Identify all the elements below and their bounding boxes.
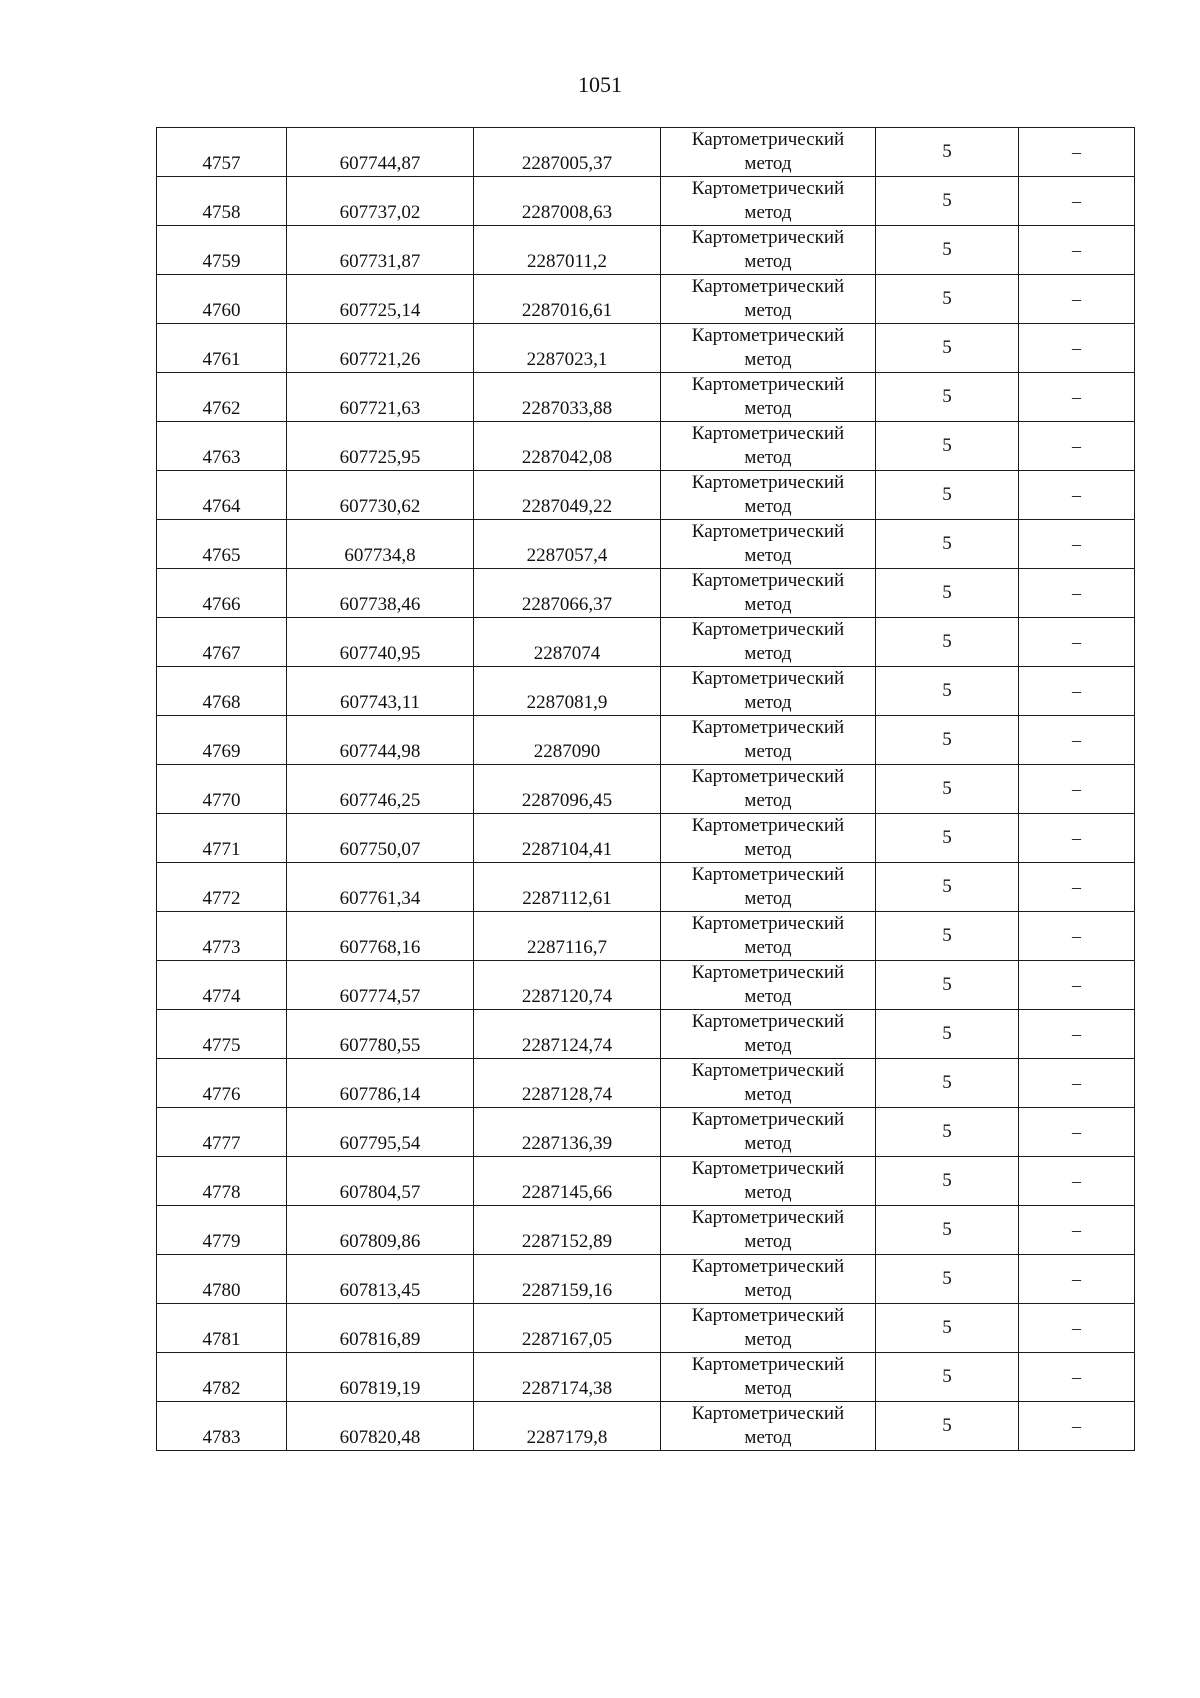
table-row xyxy=(157,1108,1135,1157)
note-cell: – xyxy=(1019,569,1135,618)
method-cell xyxy=(661,1353,876,1402)
y-coordinate-cell: 2287174,38 xyxy=(474,1353,661,1402)
method-line: метод xyxy=(744,545,792,566)
method-line: метод xyxy=(744,1035,792,1056)
method-cell xyxy=(661,324,876,373)
method-line: Картометрический xyxy=(691,619,845,640)
method-line: метод xyxy=(744,447,792,468)
method-cell xyxy=(661,520,876,569)
method-line: Картометрический xyxy=(691,1403,845,1424)
y-coordinate-cell: 2287049,22 xyxy=(474,471,661,520)
method-line: Картометрический xyxy=(691,1011,845,1032)
note-cell: – xyxy=(1019,1353,1135,1402)
note-cell: – xyxy=(1019,618,1135,667)
note-cell: – xyxy=(1019,177,1135,226)
y-coordinate-cell: 2287011,2 xyxy=(474,226,661,275)
accuracy-cell: 5 xyxy=(876,128,1019,177)
accuracy-cell: 5 xyxy=(876,1059,1019,1108)
method-line: Картометрический xyxy=(691,521,845,542)
accuracy-cell: 5 xyxy=(876,177,1019,226)
y-coordinate-cell: 2287128,74 xyxy=(474,1059,661,1108)
table-row xyxy=(157,814,1135,863)
method-line: Картометрический xyxy=(691,815,845,836)
method-cell xyxy=(661,667,876,716)
method-line: метод xyxy=(744,741,792,762)
method-cell xyxy=(661,814,876,863)
method-cell xyxy=(661,128,876,177)
page-number: 1051 xyxy=(578,72,622,97)
method-line: Картометрический xyxy=(691,227,845,248)
method-line: метод xyxy=(744,1084,792,1105)
point-number-cell: 4761 xyxy=(157,324,287,373)
table-row xyxy=(157,1206,1135,1255)
y-coordinate-cell: 2287112,61 xyxy=(474,863,661,912)
x-coordinate-cell: 607721,63 xyxy=(287,373,474,422)
method-line: Картометрический xyxy=(691,129,845,150)
x-coordinate-cell: 607768,16 xyxy=(287,912,474,961)
table-row xyxy=(157,177,1135,226)
point-number-cell: 4766 xyxy=(157,569,287,618)
method-cell xyxy=(661,863,876,912)
method-line: метод xyxy=(744,692,792,713)
point-number-cell: 4778 xyxy=(157,1157,287,1206)
point-number-cell: 4776 xyxy=(157,1059,287,1108)
table-row xyxy=(157,765,1135,814)
method-line: метод xyxy=(744,1427,792,1448)
method-line: метод xyxy=(744,153,792,174)
note-cell: – xyxy=(1019,520,1135,569)
x-coordinate-cell: 607738,46 xyxy=(287,569,474,618)
point-number-cell: 4780 xyxy=(157,1255,287,1304)
accuracy-cell: 5 xyxy=(876,1255,1019,1304)
table-row xyxy=(157,716,1135,765)
method-line: Картометрический xyxy=(691,1256,845,1277)
note-cell: – xyxy=(1019,716,1135,765)
method-line: Картометрический xyxy=(691,423,845,444)
method-line: метод xyxy=(744,790,792,811)
point-number-cell: 4757 xyxy=(157,128,287,177)
table-row xyxy=(157,912,1135,961)
method-line: метод xyxy=(744,888,792,909)
x-coordinate-cell: 607746,25 xyxy=(287,765,474,814)
note-cell: – xyxy=(1019,814,1135,863)
method-line: Картометрический xyxy=(691,276,845,297)
x-coordinate-cell: 607730,62 xyxy=(287,471,474,520)
table-row xyxy=(157,863,1135,912)
note-cell: – xyxy=(1019,226,1135,275)
method-cell xyxy=(661,618,876,667)
x-coordinate-cell: 607786,14 xyxy=(287,1059,474,1108)
x-coordinate-cell: 607737,02 xyxy=(287,177,474,226)
accuracy-cell: 5 xyxy=(876,324,1019,373)
point-number-cell: 4770 xyxy=(157,765,287,814)
accuracy-cell: 5 xyxy=(876,863,1019,912)
method-line: метод xyxy=(744,202,792,223)
method-line: метод xyxy=(744,300,792,321)
y-coordinate-cell: 2287023,1 xyxy=(474,324,661,373)
table-row xyxy=(157,324,1135,373)
method-line: Картометрический xyxy=(691,717,845,738)
method-line: метод xyxy=(744,594,792,615)
table-row xyxy=(157,1255,1135,1304)
note-cell: – xyxy=(1019,765,1135,814)
table-row xyxy=(157,226,1135,275)
method-line: Картометрический xyxy=(691,1305,845,1326)
table-row xyxy=(157,1304,1135,1353)
note-cell: – xyxy=(1019,422,1135,471)
note-cell: – xyxy=(1019,1157,1135,1206)
table-row xyxy=(157,1157,1135,1206)
accuracy-cell: 5 xyxy=(876,520,1019,569)
method-line: Картометрический xyxy=(691,766,845,787)
accuracy-cell: 5 xyxy=(876,1010,1019,1059)
note-cell: – xyxy=(1019,1304,1135,1353)
x-coordinate-cell: 607780,55 xyxy=(287,1010,474,1059)
point-number-cell: 4769 xyxy=(157,716,287,765)
x-coordinate-cell: 607816,89 xyxy=(287,1304,474,1353)
accuracy-cell: 5 xyxy=(876,1304,1019,1353)
y-coordinate-cell: 2287005,37 xyxy=(474,128,661,177)
accuracy-cell: 5 xyxy=(876,1402,1019,1451)
method-line: метод xyxy=(744,349,792,370)
x-coordinate-cell: 607721,26 xyxy=(287,324,474,373)
accuracy-cell: 5 xyxy=(876,275,1019,324)
accuracy-cell: 5 xyxy=(876,1206,1019,1255)
accuracy-cell: 5 xyxy=(876,618,1019,667)
table-row xyxy=(157,275,1135,324)
method-line: Картометрический xyxy=(691,1158,845,1179)
note-cell: – xyxy=(1019,1010,1135,1059)
y-coordinate-cell: 2287016,61 xyxy=(474,275,661,324)
note-cell: – xyxy=(1019,863,1135,912)
point-number-cell: 4765 xyxy=(157,520,287,569)
point-number-cell: 4773 xyxy=(157,912,287,961)
y-coordinate-cell: 2287096,45 xyxy=(474,765,661,814)
table-row xyxy=(157,520,1135,569)
y-coordinate-cell: 2287120,74 xyxy=(474,961,661,1010)
method-line: Картометрический xyxy=(691,472,845,493)
table-row xyxy=(157,128,1135,177)
method-line: метод xyxy=(744,986,792,1007)
y-coordinate-cell: 2287104,41 xyxy=(474,814,661,863)
method-cell xyxy=(661,716,876,765)
table-row xyxy=(157,569,1135,618)
point-number-cell: 4772 xyxy=(157,863,287,912)
table-row xyxy=(157,1402,1135,1451)
accuracy-cell: 5 xyxy=(876,912,1019,961)
point-number-cell: 4777 xyxy=(157,1108,287,1157)
point-number-cell: 4767 xyxy=(157,618,287,667)
method-line: Картометрический xyxy=(691,864,845,885)
table-row xyxy=(157,961,1135,1010)
note-cell: – xyxy=(1019,128,1135,177)
method-line: Картометрический xyxy=(691,374,845,395)
y-coordinate-cell: 2287090 xyxy=(474,716,661,765)
note-cell: – xyxy=(1019,471,1135,520)
accuracy-cell: 5 xyxy=(876,569,1019,618)
point-number-cell: 4771 xyxy=(157,814,287,863)
method-cell xyxy=(661,569,876,618)
method-cell xyxy=(661,471,876,520)
note-cell: – xyxy=(1019,1402,1135,1451)
method-cell xyxy=(661,177,876,226)
y-coordinate-cell: 2287116,7 xyxy=(474,912,661,961)
point-number-cell: 4762 xyxy=(157,373,287,422)
x-coordinate-cell: 607774,57 xyxy=(287,961,474,1010)
method-cell xyxy=(661,1255,876,1304)
accuracy-cell: 5 xyxy=(876,814,1019,863)
table-row xyxy=(157,667,1135,716)
note-cell: – xyxy=(1019,1206,1135,1255)
point-number-cell: 4775 xyxy=(157,1010,287,1059)
method-cell xyxy=(661,765,876,814)
method-cell xyxy=(661,1304,876,1353)
method-line: метод xyxy=(744,1329,792,1350)
method-cell xyxy=(661,275,876,324)
point-number-cell: 4759 xyxy=(157,226,287,275)
note-cell: – xyxy=(1019,275,1135,324)
accuracy-cell: 5 xyxy=(876,373,1019,422)
table-row xyxy=(157,471,1135,520)
x-coordinate-cell: 607813,45 xyxy=(287,1255,474,1304)
y-coordinate-cell: 2287066,37 xyxy=(474,569,661,618)
y-coordinate-cell: 2287081,9 xyxy=(474,667,661,716)
x-coordinate-cell: 607744,98 xyxy=(287,716,474,765)
table-row xyxy=(157,422,1135,471)
y-coordinate-cell: 2287042,08 xyxy=(474,422,661,471)
method-cell xyxy=(661,1206,876,1255)
x-coordinate-cell: 607725,14 xyxy=(287,275,474,324)
x-coordinate-cell: 607740,95 xyxy=(287,618,474,667)
point-number-cell: 4779 xyxy=(157,1206,287,1255)
x-coordinate-cell: 607743,11 xyxy=(287,667,474,716)
method-cell xyxy=(661,422,876,471)
accuracy-cell: 5 xyxy=(876,667,1019,716)
point-number-cell: 4763 xyxy=(157,422,287,471)
table-row xyxy=(157,1353,1135,1402)
y-coordinate-cell: 2287145,66 xyxy=(474,1157,661,1206)
accuracy-cell: 5 xyxy=(876,1108,1019,1157)
method-cell xyxy=(661,1108,876,1157)
table-row xyxy=(157,618,1135,667)
note-cell: – xyxy=(1019,1255,1135,1304)
method-cell xyxy=(661,1157,876,1206)
x-coordinate-cell: 607820,48 xyxy=(287,1402,474,1451)
method-line: Картометрический xyxy=(691,962,845,983)
point-number-cell: 4758 xyxy=(157,177,287,226)
x-coordinate-cell: 607819,19 xyxy=(287,1353,474,1402)
method-line: метод xyxy=(744,937,792,958)
y-coordinate-cell: 2287033,88 xyxy=(474,373,661,422)
accuracy-cell: 5 xyxy=(876,765,1019,814)
accuracy-cell: 5 xyxy=(876,1353,1019,1402)
y-coordinate-cell: 2287152,89 xyxy=(474,1206,661,1255)
point-number-cell: 4783 xyxy=(157,1402,287,1451)
method-cell xyxy=(661,1010,876,1059)
method-line: метод xyxy=(744,1133,792,1154)
x-coordinate-cell: 607750,07 xyxy=(287,814,474,863)
method-cell xyxy=(661,373,876,422)
x-coordinate-cell: 607804,57 xyxy=(287,1157,474,1206)
y-coordinate-cell: 2287124,74 xyxy=(474,1010,661,1059)
point-number-cell: 4760 xyxy=(157,275,287,324)
note-cell: – xyxy=(1019,373,1135,422)
method-line: Картометрический xyxy=(691,913,845,934)
table-body xyxy=(157,128,1135,1451)
method-line: метод xyxy=(744,1182,792,1203)
point-number-cell: 4768 xyxy=(157,667,287,716)
point-number-cell: 4774 xyxy=(157,961,287,1010)
method-cell xyxy=(661,961,876,1010)
table-row xyxy=(157,373,1135,422)
accuracy-cell: 5 xyxy=(876,961,1019,1010)
method-line: метод xyxy=(744,1280,792,1301)
y-coordinate-cell: 2287179,8 xyxy=(474,1402,661,1451)
x-coordinate-cell: 607744,87 xyxy=(287,128,474,177)
method-line: Картометрический xyxy=(691,1207,845,1228)
method-cell xyxy=(661,226,876,275)
method-cell xyxy=(661,1059,876,1108)
method-line: Картометрический xyxy=(691,668,845,689)
y-coordinate-cell: 2287167,05 xyxy=(474,1304,661,1353)
method-line: метод xyxy=(744,1378,792,1399)
x-coordinate-cell: 607761,34 xyxy=(287,863,474,912)
accuracy-cell: 5 xyxy=(876,716,1019,765)
x-coordinate-cell: 607725,95 xyxy=(287,422,474,471)
note-cell: – xyxy=(1019,324,1135,373)
point-number-cell: 4782 xyxy=(157,1353,287,1402)
x-coordinate-cell: 607734,8 xyxy=(287,520,474,569)
point-number-cell: 4781 xyxy=(157,1304,287,1353)
accuracy-cell: 5 xyxy=(876,422,1019,471)
note-cell: – xyxy=(1019,1059,1135,1108)
method-cell xyxy=(661,1402,876,1451)
method-line: метод xyxy=(744,251,792,272)
note-cell: – xyxy=(1019,1108,1135,1157)
point-number-cell: 4764 xyxy=(157,471,287,520)
y-coordinate-cell: 2287159,16 xyxy=(474,1255,661,1304)
accuracy-cell: 5 xyxy=(876,1157,1019,1206)
method-line: метод xyxy=(744,643,792,664)
method-line: метод xyxy=(744,1231,792,1252)
method-line: Картометрический xyxy=(691,1060,845,1081)
method-line: Картометрический xyxy=(691,570,845,591)
method-line: Картометрический xyxy=(691,1109,845,1130)
accuracy-cell: 5 xyxy=(876,471,1019,520)
method-line: Картометрический xyxy=(691,178,845,199)
y-coordinate-cell: 2287057,4 xyxy=(474,520,661,569)
method-line: Картометрический xyxy=(691,1354,845,1375)
method-line: метод xyxy=(744,496,792,517)
table-row xyxy=(157,1059,1135,1108)
y-coordinate-cell: 2287136,39 xyxy=(474,1108,661,1157)
method-line: метод xyxy=(744,398,792,419)
y-coordinate-cell: 2287074 xyxy=(474,618,661,667)
x-coordinate-cell: 607809,86 xyxy=(287,1206,474,1255)
method-cell xyxy=(661,912,876,961)
table-row xyxy=(157,1010,1135,1059)
method-line: Картометрический xyxy=(691,325,845,346)
method-line: метод xyxy=(744,839,792,860)
note-cell: – xyxy=(1019,912,1135,961)
y-coordinate-cell: 2287008,63 xyxy=(474,177,661,226)
coordinates-table xyxy=(156,127,1135,1451)
note-cell: – xyxy=(1019,667,1135,716)
accuracy-cell: 5 xyxy=(876,226,1019,275)
x-coordinate-cell: 607795,54 xyxy=(287,1108,474,1157)
x-coordinate-cell: 607731,87 xyxy=(287,226,474,275)
note-cell: – xyxy=(1019,961,1135,1010)
